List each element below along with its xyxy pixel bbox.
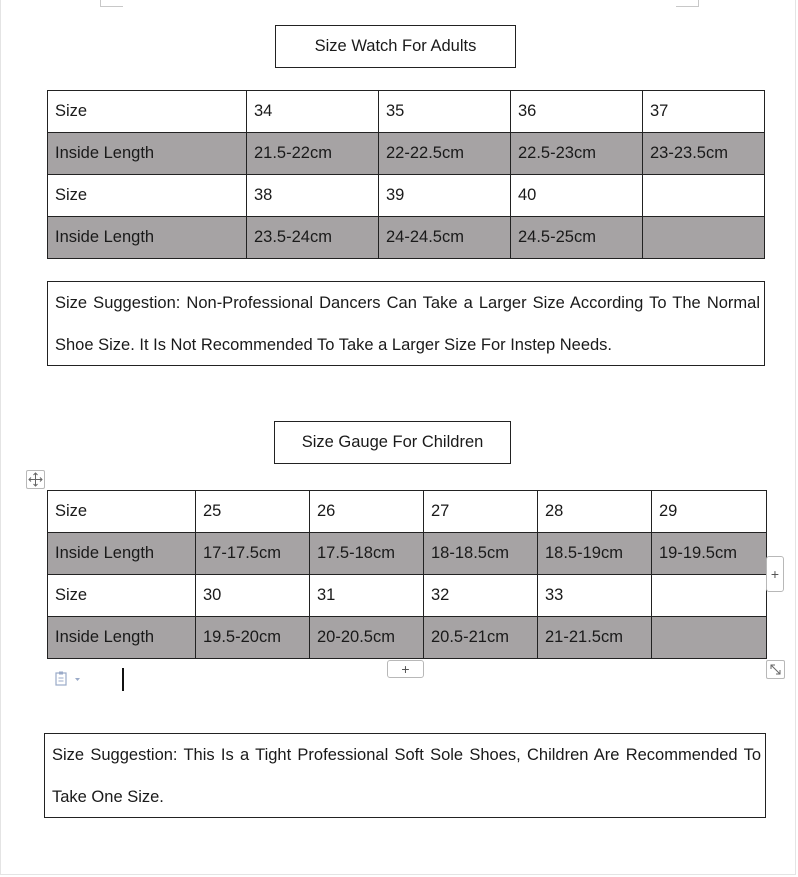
table-move-icon[interactable] <box>26 470 45 489</box>
table-cell[interactable]: 19-19.5cm <box>652 533 767 575</box>
children-note-text: Size Suggestion: This Is a Tight Professional Soft Sole Shoes, Children Are Recommended To Take One Size. <box>52 746 761 806</box>
table-cell[interactable]: 22.5-23cm <box>511 133 643 175</box>
add-column-symbol: + <box>770 566 780 582</box>
table-row <box>48 617 767 659</box>
table-cell[interactable]: 35 <box>379 91 511 133</box>
table-cell[interactable]: Inside Length <box>48 217 247 259</box>
adults-note-text: Size Suggestion: Non-Professional Dancers Can Take a Larger Size According To The Normal Shoe Size. It Is Not Recommended To Take a Larger Size For Instep Needs. <box>55 294 760 354</box>
table-cell[interactable]: 21.5-22cm <box>247 133 379 175</box>
table-cell[interactable]: 25 <box>196 491 310 533</box>
table-cell[interactable]: 20.5-21cm <box>424 617 538 659</box>
table-resize-icon[interactable] <box>766 660 785 679</box>
table-cell[interactable]: 17-17.5cm <box>196 533 310 575</box>
table-cell[interactable]: 17.5-18cm <box>310 533 424 575</box>
add-column-icon[interactable] <box>766 556 784 592</box>
add-row-symbol: + <box>401 661 410 677</box>
table-cell[interactable] <box>652 617 767 659</box>
table-cell[interactable]: 22-22.5cm <box>379 133 511 175</box>
table-cell[interactable]: 34 <box>247 91 379 133</box>
paste-options-icon[interactable] <box>55 671 85 689</box>
table-row <box>48 175 765 217</box>
table-row <box>48 133 765 175</box>
table-row <box>48 575 767 617</box>
table-row <box>48 491 767 533</box>
children-size-table[interactable] <box>47 490 767 659</box>
table-cell[interactable]: 18.5-19cm <box>538 533 652 575</box>
table-row <box>48 217 765 259</box>
table-cell[interactable]: Inside Length <box>48 617 196 659</box>
children-title: Size Gauge For Children <box>301 433 484 451</box>
table-cell[interactable]: Size <box>48 175 247 217</box>
table-cell[interactable]: 31 <box>310 575 424 617</box>
table-row <box>48 533 767 575</box>
text-cursor <box>122 668 124 691</box>
table-cell[interactable]: 29 <box>652 491 767 533</box>
table-cell[interactable]: 37 <box>643 91 765 133</box>
page-corner-mark-left <box>100 0 123 7</box>
table-cell[interactable]: 26 <box>310 491 424 533</box>
table-cell[interactable]: 40 <box>511 175 643 217</box>
table-cell[interactable]: 19.5-20cm <box>196 617 310 659</box>
table-cell[interactable]: 18-18.5cm <box>424 533 538 575</box>
table-cell[interactable]: 23.5-24cm <box>247 217 379 259</box>
table-cell[interactable]: 23-23.5cm <box>643 133 765 175</box>
table-cell[interactable] <box>643 175 765 217</box>
adults-title: Size Watch For Adults <box>314 37 477 55</box>
table-cell[interactable]: Size <box>48 491 196 533</box>
children-title-box[interactable] <box>274 421 511 464</box>
table-cell[interactable]: 36 <box>511 91 643 133</box>
table-cell[interactable]: Inside Length <box>48 133 247 175</box>
add-row-icon[interactable] <box>387 660 424 678</box>
table-cell[interactable]: 32 <box>424 575 538 617</box>
table-cell[interactable]: 38 <box>247 175 379 217</box>
table-cell[interactable]: 33 <box>538 575 652 617</box>
table-cell[interactable]: 24-24.5cm <box>379 217 511 259</box>
table-cell[interactable]: Size <box>48 91 247 133</box>
table-cell[interactable]: 27 <box>424 491 538 533</box>
table-cell[interactable]: Size <box>48 575 196 617</box>
table-cell[interactable]: 30 <box>196 575 310 617</box>
adults-size-suggestion[interactable] <box>47 281 765 366</box>
children-size-suggestion[interactable] <box>44 733 766 818</box>
table-cell[interactable] <box>652 575 767 617</box>
table-cell[interactable] <box>643 217 765 259</box>
table-cell[interactable]: 24.5-25cm <box>511 217 643 259</box>
adults-size-table[interactable] <box>47 90 765 259</box>
table-cell[interactable]: 39 <box>379 175 511 217</box>
table-cell[interactable]: Inside Length <box>48 533 196 575</box>
adults-title-box[interactable] <box>275 25 516 68</box>
table-cell[interactable]: 28 <box>538 491 652 533</box>
table-row <box>48 91 765 133</box>
table-cell[interactable]: 21-21.5cm <box>538 617 652 659</box>
table-cell[interactable]: 20-20.5cm <box>310 617 424 659</box>
page-corner-mark-right <box>676 0 699 7</box>
